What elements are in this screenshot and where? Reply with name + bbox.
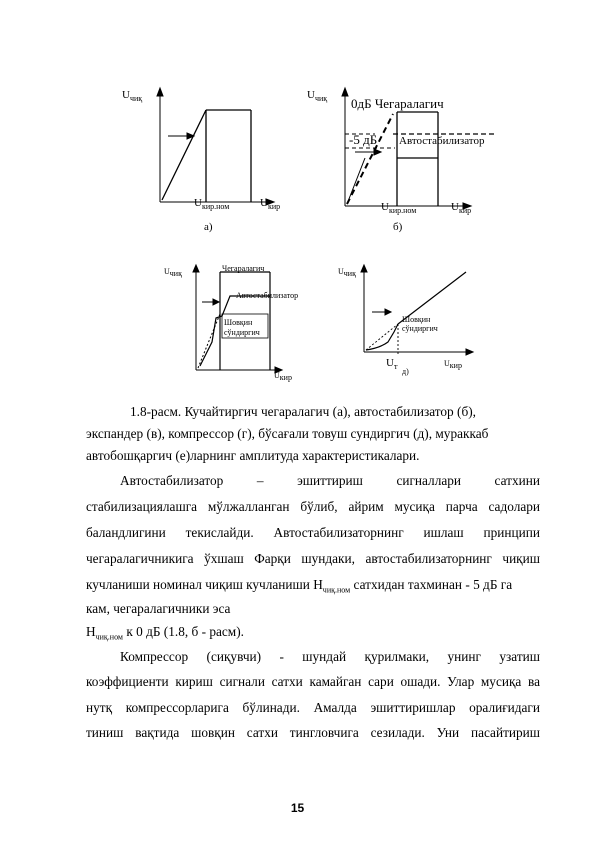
limiter-label: Чегаралагич [222, 264, 265, 273]
gate-curve [366, 272, 466, 354]
p2-line-4: тиниш вақтида шовқин сатхи тингловчига сезилади. Уни пасайтириш [86, 725, 540, 740]
autostabilizer-label: Автостабилизатор [399, 135, 485, 147]
noise-suppressor-label: Шовқин [224, 318, 253, 327]
caption-line-3: автобошқаргич (е)ларнинг амплитуда характеристикалари. [86, 448, 420, 463]
autostabilizer-label: Автостабилизатор [236, 291, 299, 300]
p1-line-3: баландлигини текислайди. Автостабилизаторнинг ишлаш принципи [86, 525, 540, 540]
figure-autostabilizer [305, 84, 515, 234]
figure-limiter [110, 84, 300, 234]
figure-complex-agc [160, 262, 330, 387]
figure-caption-cont [86, 423, 546, 467]
p1-line-7: $Н_{чиқ.ном}$ к 0 дБ (1.8, б - расм). [86, 624, 244, 642]
y-axis-label: $U_{чиқ}$ [122, 89, 143, 103]
x-label-nominal: $U_{кир.ном}$ [194, 197, 230, 211]
p1-line-4: чегаралагичникига ўхшаш Фарқи шундаки, автостабилизаторнинг чиқиш [86, 551, 540, 566]
panel-label-b: б) [393, 221, 403, 233]
arrow-marker [168, 133, 194, 139]
p1-line-2: стабилизациялашга мўлжалланган бўлиб, айрим мусиқа парча садолари [86, 499, 540, 514]
limiter-box [345, 112, 495, 206]
arrow-marker [202, 299, 219, 305]
arrow-marker [355, 149, 381, 155]
noise-suppressor-label-2: сўндиргич [224, 328, 260, 337]
p2-line-2: коэффициенти кириш сигнали сатхи камайган сари ошади. Улар мусиқа ва [86, 674, 540, 689]
y-axis-label: Uчиқ [164, 267, 182, 278]
panel-label-d: д) [402, 367, 409, 376]
p1-line-1: Автостабилизатор – эшиттириш сигналлари сатхини [120, 473, 540, 488]
x-axis-label: Uкир [444, 359, 462, 370]
p2-line-1: Компрессор (сиқувчи) - шундай қурилмаки, унинг узатиш [120, 649, 540, 664]
noise-suppressor-label: Шовқин [402, 315, 431, 324]
arrow-marker [372, 309, 391, 315]
noise-suppressor-label-2: сўндиргич [402, 324, 438, 333]
page-number: 15 [290, 801, 305, 815]
p1-line-6: кам, чегаралагичники эса [86, 601, 231, 616]
limiter-curve [162, 110, 251, 202]
minus5db-label: -5 дБ [349, 132, 378, 147]
caption-line-2: экспандер (в), компрессор (г), бўсағали товуш сундиргич (д), мураккаб [86, 426, 489, 441]
x-label-nominal: $U_{кир.ном}$ [381, 201, 417, 215]
x-axis-label: $U_{кир}$ [260, 197, 281, 211]
panel-label-a: a) [204, 221, 213, 233]
threshold-label: $U_т$ [386, 357, 398, 371]
figure-noise-gate [336, 262, 476, 387]
p1-line-5: кучланиши номинал чиқиш кучланиши $Н_{чиқ.ном}$ сатхидан тахминан - 5 дБ га [86, 577, 513, 595]
limiter-label: 0дБ Чегаралагич [351, 96, 444, 111]
axes [157, 88, 274, 205]
x-axis-label: $U_{кир}$ [451, 201, 472, 215]
autostab-curve [347, 114, 393, 204]
y-axis-label: Uчиқ [338, 267, 356, 278]
p2-line-3: нутқ компрессорларига бўлинади. Амалда эшиттиришлар оралиғидаги [86, 700, 540, 715]
x-axis-label: Uкир [274, 371, 292, 382]
y-axis-label: $U_{чиқ}$ [307, 89, 328, 103]
figure-caption [130, 401, 550, 423]
caption-line-1: 1.8-расм. Кучайтиргич чегаралагич (а), автостабилизатор (б), [130, 404, 476, 419]
